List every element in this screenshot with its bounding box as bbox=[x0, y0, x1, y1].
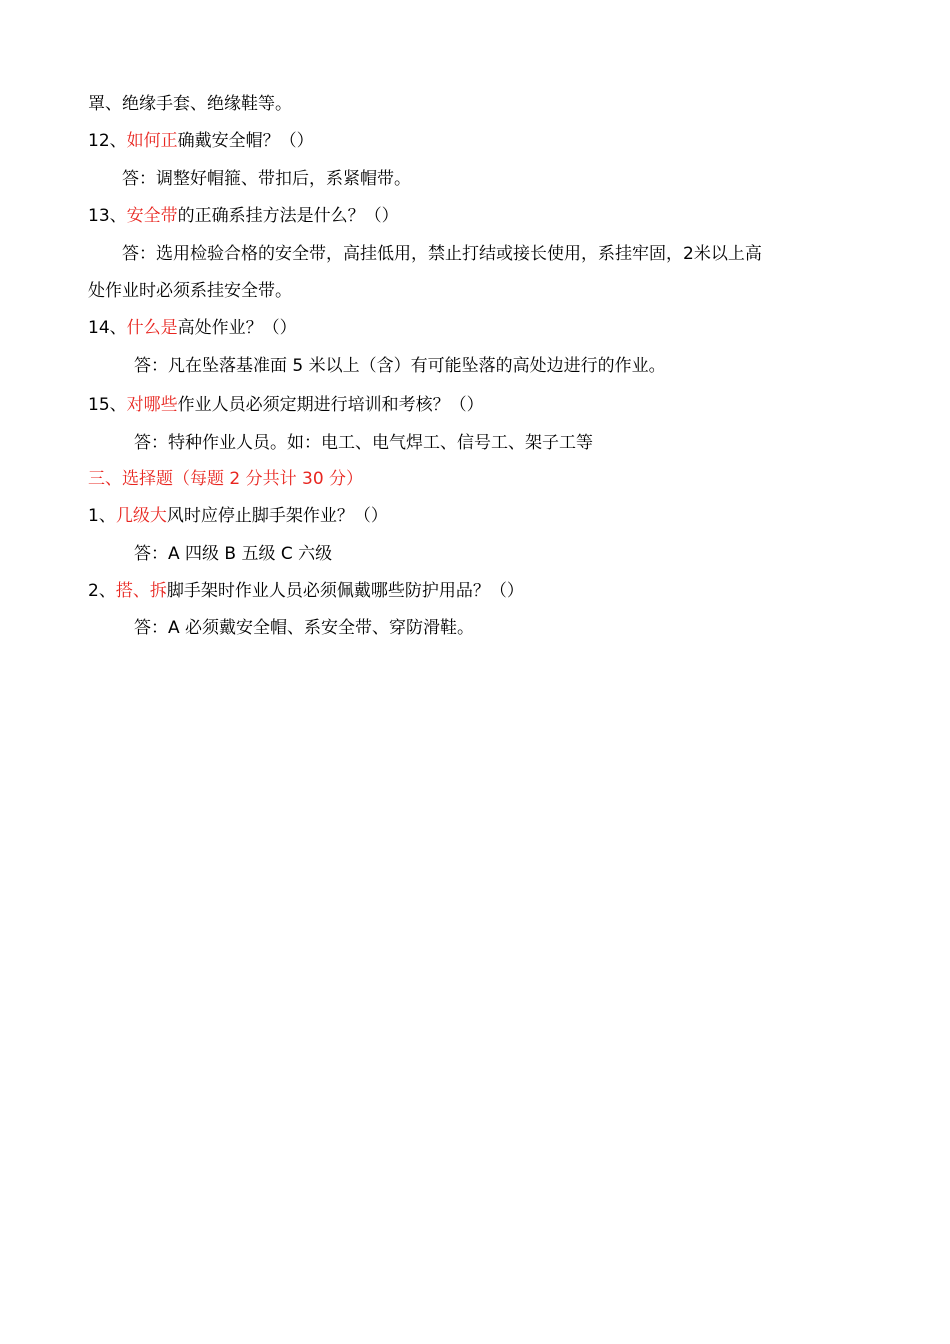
question-number: 15、 bbox=[88, 395, 127, 415]
answer-continuation: 处作业时必须系挂安全带。 bbox=[88, 281, 292, 301]
question-highlight: 搭、拆 bbox=[115, 581, 167, 601]
answer-text: 答：凡在坠落基准面 5 米以上（含）有可能坠落的高处边进行的作业。 bbox=[134, 356, 666, 376]
question-text: 风时应停止脚手架作业？（） bbox=[166, 506, 388, 526]
text-line bbox=[88, 280, 292, 302]
question-highlight: 安全带 bbox=[126, 206, 178, 226]
question-highlight: 对哪些 bbox=[126, 395, 178, 415]
answer-text: 答：A 必须戴安全帽、系安全带、穿防滑鞋。 bbox=[134, 618, 475, 638]
question-text: 作业人员必须定期进行培训和考核？（） bbox=[177, 395, 484, 415]
question-13 bbox=[88, 205, 399, 227]
answer-15 bbox=[134, 432, 593, 454]
choice-answer-2 bbox=[134, 617, 474, 639]
choice-question-1 bbox=[88, 505, 388, 527]
answer-12 bbox=[122, 168, 411, 190]
question-number: 14、 bbox=[88, 318, 127, 338]
section-heading bbox=[88, 468, 363, 490]
answer-13 bbox=[122, 243, 762, 265]
text-line bbox=[88, 93, 292, 115]
question-number: 13、 bbox=[88, 206, 127, 226]
question-text: 高处作业？（） bbox=[177, 318, 297, 338]
question-highlight: 如何正 bbox=[126, 131, 178, 151]
question-text: 确戴安全帽？（） bbox=[177, 131, 314, 151]
choice-question-2 bbox=[88, 580, 524, 602]
question-highlight: 几级大 bbox=[115, 506, 167, 526]
question-15 bbox=[88, 394, 484, 416]
question-text: 脚手架时作业人员必须佩戴哪些防护用品？（） bbox=[166, 581, 524, 601]
question-12 bbox=[88, 130, 314, 152]
question-highlight: 什么是 bbox=[126, 318, 178, 338]
answer-text: 答：特种作业人员。如：电工、电气焊工、信号工、架子工等 bbox=[134, 433, 593, 453]
answer-text: 答：调整好帽箍、带扣后，系紧帽带。 bbox=[122, 169, 411, 189]
question-number: 1、 bbox=[88, 506, 116, 526]
question-number: 2、 bbox=[88, 581, 116, 601]
question-text: 的正确系挂方法是什么？（） bbox=[177, 206, 399, 226]
choice-answer-1 bbox=[134, 543, 332, 565]
answer-14 bbox=[134, 355, 666, 377]
answer-text: 答：选用检验合格的安全带，高挂低用，禁止打结或接长使用，系挂牢固，2米以上高 bbox=[122, 244, 762, 264]
continuation-text: 罩、绝缘手套、绝缘鞋等。 bbox=[88, 94, 292, 114]
question-14 bbox=[88, 317, 297, 339]
answer-text: 答：A 四级 B 五级 C 六级 bbox=[134, 544, 333, 564]
section-title: 三、选择题（每题 2 分共计 30 分） bbox=[88, 469, 364, 489]
question-number: 12、 bbox=[88, 131, 127, 151]
